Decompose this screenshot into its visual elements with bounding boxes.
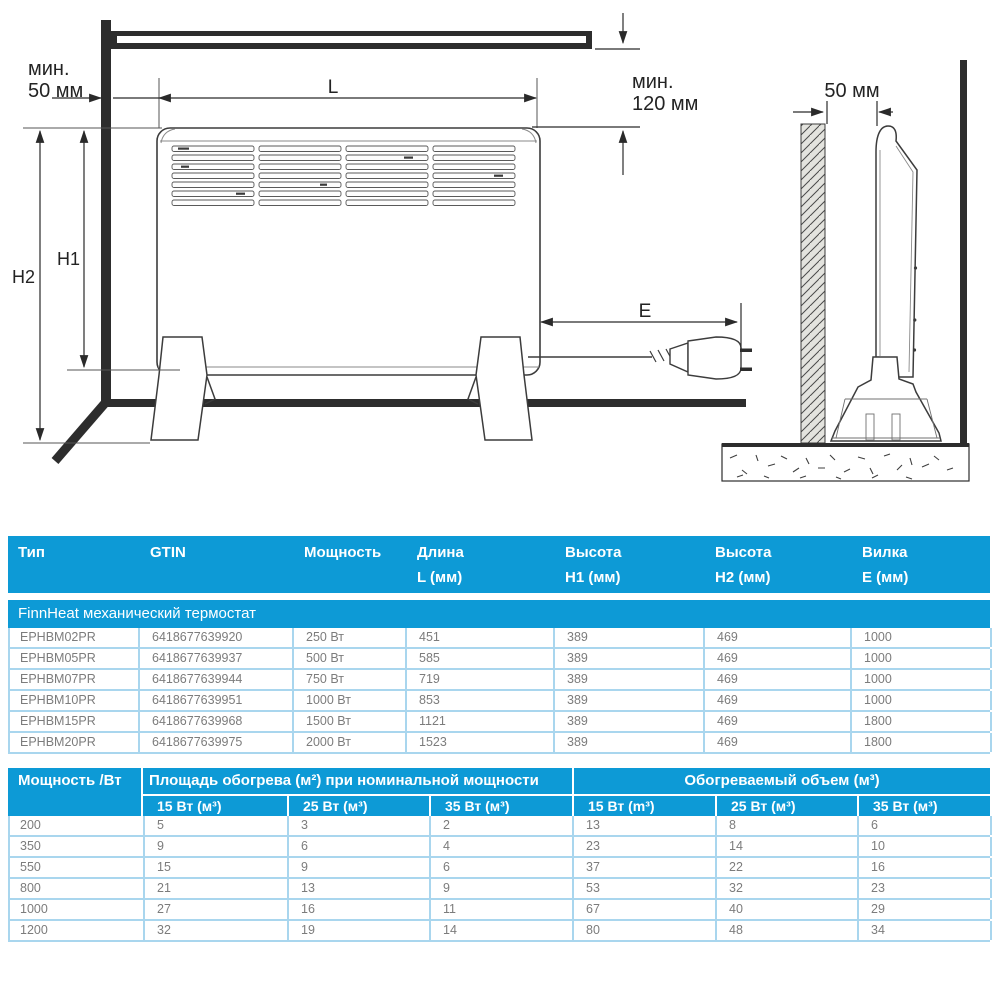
- table-cell: 53: [574, 879, 717, 898]
- table-cell: 389: [555, 733, 705, 752]
- col-header-plug: [850, 536, 990, 593]
- table-cell: 8: [717, 816, 859, 835]
- table-cell: 9: [145, 837, 289, 856]
- table-cell: 9: [431, 879, 574, 898]
- subcol-header: 25 Вт (м³): [715, 796, 857, 816]
- subcol-header: 35 Вт (м³): [429, 796, 572, 816]
- table-cell: 14: [717, 837, 859, 856]
- table-cell: 40: [717, 900, 859, 919]
- table-cell: 1200: [10, 921, 145, 940]
- table-cell: 550: [10, 858, 145, 877]
- min-120mm-label-line1: мин.: [632, 71, 674, 93]
- height-h1-label: H1: [57, 249, 81, 269]
- table-cell: 800: [10, 879, 145, 898]
- table-row: [10, 858, 990, 879]
- table-cell: 1000: [852, 628, 992, 647]
- table-cell: 1500 Вт: [294, 712, 407, 731]
- table-cell: 32: [717, 879, 859, 898]
- table-cell: 6418677639937: [140, 649, 294, 668]
- table-cell: 389: [555, 712, 705, 731]
- col-header-type: [8, 536, 138, 593]
- table-cell: EPHBM10PR: [10, 691, 140, 710]
- convector-side-view: [722, 60, 969, 481]
- col-header-text: Мощность: [304, 544, 382, 561]
- col-header-text: GTIN: [150, 544, 186, 561]
- table-cell: EPHBM20PR: [10, 733, 140, 752]
- subcol-header: 25 Вт (м³): [287, 796, 429, 816]
- table-cell: 200: [10, 816, 145, 835]
- power-cord-plug: [528, 337, 752, 379]
- table-cell: 469: [705, 628, 852, 647]
- group-header-area: Площадь обогрева (м²) при номинальной мощности: [143, 768, 572, 794]
- table-row: [10, 670, 990, 691]
- table-cell: 1000 Вт: [294, 691, 407, 710]
- col-header-text: Длина: [417, 544, 464, 561]
- table-cell: 67: [574, 900, 717, 919]
- table-cell: 469: [705, 733, 852, 752]
- table-cell: EPHBM07PR: [10, 670, 140, 689]
- table-cell: 15: [145, 858, 289, 877]
- min-120mm-label-line2: 120 мм: [632, 93, 699, 115]
- table-cell: 6: [431, 858, 574, 877]
- table-cell: 451: [407, 628, 555, 647]
- table-cell: 19: [289, 921, 431, 940]
- table-cell: 1800: [852, 712, 992, 731]
- group-header-volume: Обогреваемый объем (м³): [572, 768, 990, 794]
- table-cell: 29: [859, 900, 992, 919]
- subcol-header: 15 Вт (м³): [143, 796, 287, 816]
- table-row: [10, 921, 990, 942]
- table-cell: 469: [705, 649, 852, 668]
- table-cell: 6418677639944: [140, 670, 294, 689]
- table-cell: 10: [859, 837, 992, 856]
- table-cell: 2000 Вт: [294, 733, 407, 752]
- table-cell: 3: [289, 816, 431, 835]
- product-family-band: FinnHeat механический термостат: [8, 600, 990, 628]
- table-cell: 585: [407, 649, 555, 668]
- height-h2-label: H2: [12, 267, 36, 287]
- table-cell: 500 Вт: [294, 649, 407, 668]
- table-cell: 27: [145, 900, 289, 919]
- table-cell: 250 Вт: [294, 628, 407, 647]
- heating-table-header-right: [143, 768, 990, 816]
- table-cell: 469: [705, 691, 852, 710]
- col-header-text: Вилка: [862, 544, 908, 561]
- table-cell: 16: [859, 858, 992, 877]
- table-cell: EPHBM15PR: [10, 712, 140, 731]
- length-l-label: L: [327, 77, 339, 98]
- table-row: [10, 879, 990, 900]
- col-header-text: Высота: [565, 544, 622, 561]
- min-50mm-label-line2: 50 мм: [28, 80, 84, 102]
- col-header-text: E (мм): [862, 569, 909, 586]
- col-header-power: [292, 536, 405, 593]
- table-cell: 1121: [407, 712, 555, 731]
- spec-table: [8, 536, 990, 754]
- table-cell: 34: [859, 921, 992, 940]
- table-cell: 16: [289, 900, 431, 919]
- table-row: [10, 649, 990, 670]
- heating-capacity-table: [8, 768, 990, 942]
- side-50mm-label: 50 мм: [824, 80, 880, 102]
- table-cell: 22: [717, 858, 859, 877]
- table-cell: 389: [555, 628, 705, 647]
- table-row: [10, 712, 990, 733]
- table-cell: 1000: [10, 900, 145, 919]
- table-row: [10, 691, 990, 712]
- table-cell: 389: [555, 649, 705, 668]
- table-cell: 9: [289, 858, 431, 877]
- col-header-text: H2 (мм): [715, 569, 771, 586]
- cord-e-label: E: [638, 301, 652, 322]
- spec-table-body: [8, 628, 990, 754]
- table-row: [10, 837, 990, 858]
- table-cell: 37: [574, 858, 717, 877]
- table-cell: 14: [431, 921, 574, 940]
- table-cell: EPHBM05PR: [10, 649, 140, 668]
- table-cell: 469: [705, 670, 852, 689]
- subcol-header: 35 Вт (м³): [857, 796, 990, 816]
- subcol-header: 15 Вт (m³): [572, 796, 715, 816]
- table-cell: 6418677639920: [140, 628, 294, 647]
- table-cell: 1000: [852, 649, 992, 668]
- table-row: [10, 900, 990, 921]
- table-cell: 48: [717, 921, 859, 940]
- table-row: [10, 816, 990, 837]
- table-cell: 80: [574, 921, 717, 940]
- table-row: [10, 733, 990, 754]
- table-cell: 6: [859, 816, 992, 835]
- table-cell: 6: [289, 837, 431, 856]
- table-cell: 4: [431, 837, 574, 856]
- table-cell: 5: [145, 816, 289, 835]
- table-cell: 6418677639968: [140, 712, 294, 731]
- wall-section-hatched: [801, 124, 825, 443]
- table-cell: 6418677639975: [140, 733, 294, 752]
- table-cell: 389: [555, 691, 705, 710]
- table-cell: 2: [431, 816, 574, 835]
- col-header-height-h2: [703, 536, 850, 593]
- table-cell: 853: [407, 691, 555, 710]
- table-cell: 1000: [852, 670, 992, 689]
- col-header-text: Высота: [715, 544, 772, 561]
- floor-slab: [722, 444, 969, 481]
- col-header-power-w: Мощность /Вт: [8, 768, 143, 816]
- table-cell: EPHBM02PR: [10, 628, 140, 647]
- col-header-length: [405, 536, 553, 593]
- table-cell: 23: [859, 879, 992, 898]
- col-header-text: Тип: [18, 544, 45, 561]
- table-cell: 21: [145, 879, 289, 898]
- col-header-gtin: [138, 536, 292, 593]
- table-cell: 11: [431, 900, 574, 919]
- table-cell: 1523: [407, 733, 555, 752]
- heating-table-header: [8, 768, 990, 816]
- table-cell: 350: [10, 837, 145, 856]
- spec-table-header: [8, 536, 990, 593]
- table-cell: 389: [555, 670, 705, 689]
- heating-table-body: [8, 816, 990, 942]
- table-cell: 13: [289, 879, 431, 898]
- table-row: [10, 628, 990, 649]
- convector-front-view: [67, 128, 752, 440]
- table-cell: 750 Вт: [294, 670, 407, 689]
- table-cell: 469: [705, 712, 852, 731]
- table-cell: 719: [407, 670, 555, 689]
- table-cell: 13: [574, 816, 717, 835]
- table-cell: 6418677639951: [140, 691, 294, 710]
- col-header-text: L (мм): [417, 569, 463, 586]
- col-header-height-h1: [553, 536, 703, 593]
- table-cell: 32: [145, 921, 289, 940]
- table-cell: 1000: [852, 691, 992, 710]
- col-header-text: H1 (мм): [565, 569, 621, 586]
- table-cell: 1800: [852, 733, 992, 752]
- min-50mm-label-line1: мин.: [28, 58, 70, 80]
- table-cell: 23: [574, 837, 717, 856]
